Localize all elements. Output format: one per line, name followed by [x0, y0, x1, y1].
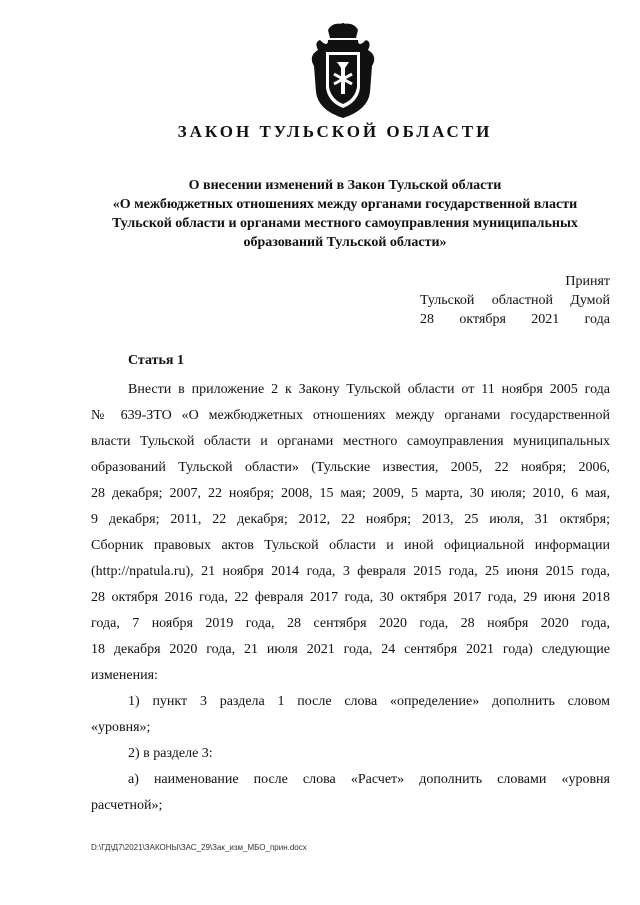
- body-line: а) наименование после слова «Расчет» дополнить словами «уровня: [128, 772, 610, 787]
- title-line: образований Тульской области»: [243, 235, 447, 250]
- body-line: года, 7 ноября 2019 года, 28 сентября 2020 года, 28 ноября 2020 года,: [91, 616, 610, 631]
- adopted-date: [420, 310, 610, 329]
- title-line: «О межбюджетных отношениях между органами государственной власти: [112, 197, 578, 212]
- title-line: Тульской области и органами местного самоуправления муниципальных: [112, 216, 578, 231]
- body-line: (http://npatula.ru), 21 ноября 2014 года, 3 февраля 2015 года, 25 июня 2015 года,: [91, 564, 610, 579]
- adoption-block: [420, 272, 610, 329]
- body-line: власти Тульской области и органами местного самоуправления муниципальных: [91, 434, 610, 449]
- adopted-label: Принят: [565, 274, 610, 289]
- body-line: изменения:: [91, 668, 158, 683]
- body-line: 9 декабря; 2011, 22 декабря; 2012, 22 ноября; 2013, 25 июля, 31 октября;: [91, 512, 610, 527]
- body-line: Сборник правовых актов Тульской области и иной официальной информации: [91, 538, 610, 553]
- file-path-footer: D:\ГД\Д7\2021\ЗАКОНЫ\ЗАС_29\Зак_изм_МБО_прин.docx: [91, 843, 307, 852]
- title-line: О внесении изменений в Закон Тульской области: [188, 178, 502, 193]
- article-heading: Статья 1: [128, 353, 184, 368]
- body-line: «уровня»;: [91, 720, 151, 735]
- body-line: 28 октября 2016 года, 22 февраля 2017 года, 30 октября 2017 года, 29 июня 2018: [91, 590, 610, 605]
- body-line: 18 декабря 2020 года, 21 июля 2021 года, 24 сентября 2021 года) следующие: [91, 642, 610, 657]
- body-line: Внести в приложение 2 к Закону Тульской области от 11 ноября 2005 года: [128, 382, 610, 397]
- body-line: расчетной»;: [91, 798, 163, 813]
- adopted-day: 28: [420, 312, 434, 327]
- body-line: образований Тульской области» (Тульские известия, 2005, 22 ноября; 2006,: [91, 460, 610, 475]
- adopted-month: октября: [459, 312, 506, 327]
- adopted-year-word: года: [584, 312, 610, 327]
- law-heading: ЗАКОН ТУЛЬСКОЙ ОБЛАСТИ: [177, 122, 493, 141]
- body-line: 2) в разделе 3:: [128, 746, 213, 761]
- body-line: 1) пункт 3 раздела 1 после слова «определение» дополнить словом: [128, 694, 610, 709]
- body-line: 28 декабря; 2007, 22 ноября; 2008, 15 мая; 2009, 5 марта, 30 июля; 2010, 6 мая,: [91, 486, 610, 501]
- coat-of-arms-emblem: [298, 22, 388, 122]
- adopted-by: Тульской областной Думой: [420, 293, 610, 308]
- law-title: [80, 176, 610, 252]
- adopted-year: 2021: [531, 312, 560, 327]
- body-line: № 639-ЗТО «О межбюджетных отношениях между органами государственной: [91, 408, 610, 423]
- article-body: [91, 377, 610, 819]
